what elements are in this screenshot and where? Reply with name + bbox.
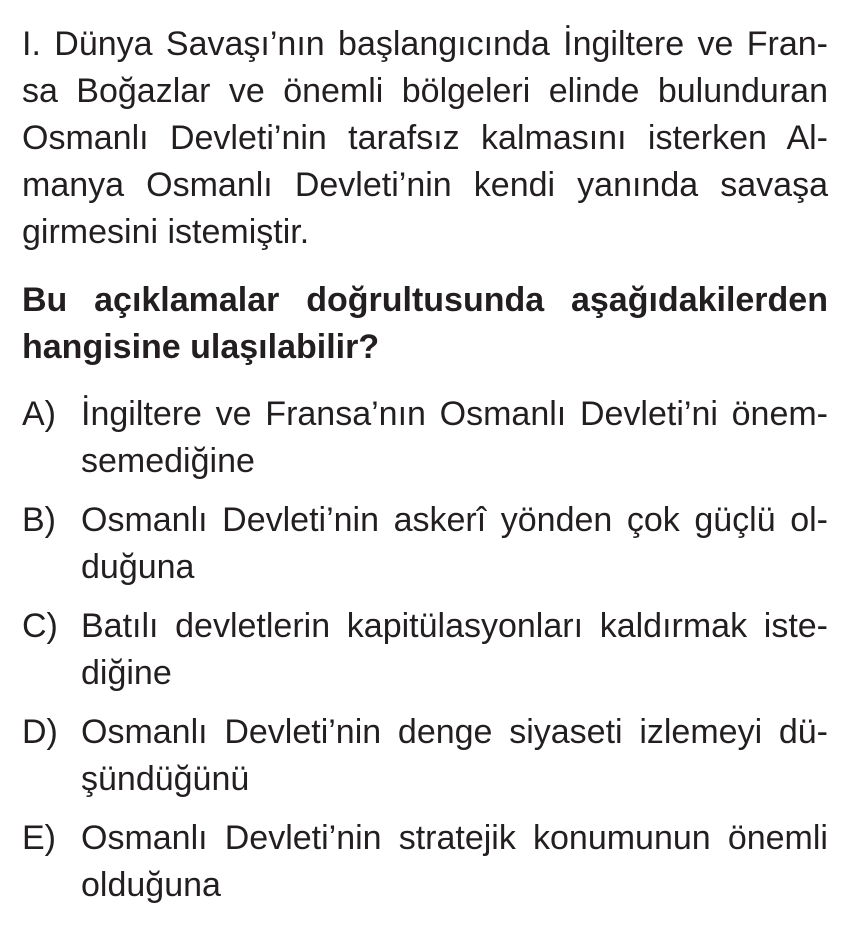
- option-line: Osmanlı Devleti’nin denge siyaseti izlemeyi dü-: [81, 713, 828, 751]
- option-line: İngiltere ve Fransa’nın Osmanlı Devleti’ni önem-: [81, 395, 828, 433]
- option-d[interactable]: [22, 709, 828, 803]
- stem-line: Osmanlı Devleti’nin tarafsız kalmasını isterken Al-: [22, 119, 828, 157]
- option-line: semediğine: [81, 442, 255, 480]
- option-text: [81, 391, 828, 485]
- option-line: Osmanlı Devleti’nin askerî yönden çok güçlü ol-: [81, 501, 828, 539]
- option-c[interactable]: [22, 603, 828, 697]
- option-line: olduğuna: [81, 866, 221, 904]
- stem-line: I. Dünya Savaşı’nın başlangıcında İngiltere ve Fran-: [22, 25, 828, 63]
- option-e[interactable]: [22, 815, 828, 909]
- option-line: şündüğünü: [81, 760, 250, 798]
- question-prompt: [22, 277, 828, 371]
- option-line: Osmanlı Devleti’nin stratejik konumunun önemli: [81, 819, 828, 857]
- question-line: hangisine ulaşılabilir?: [22, 328, 380, 366]
- option-b[interactable]: [22, 497, 828, 591]
- stem-line: sa Boğazlar ve önemli bölgeleri elinde bulunduran: [22, 72, 828, 110]
- option-line: Batılı devletlerin kapitülasyonları kaldırmak iste-: [81, 607, 828, 645]
- question-page: [22, 21, 828, 921]
- option-text: [81, 709, 828, 803]
- option-text: [81, 497, 828, 591]
- question-stem: [22, 21, 828, 256]
- option-letter: D): [22, 713, 58, 751]
- option-letter: E): [22, 819, 56, 857]
- option-letter: B): [22, 501, 56, 539]
- option-text: [81, 603, 828, 697]
- question-line: Bu açıklamalar doğrultusunda aşağıdakilerden: [22, 281, 828, 319]
- stem-line: manya Osmanlı Devleti’nin kendi yanında savaşa: [22, 166, 828, 204]
- stem-line: girmesini istemiştir.: [22, 213, 310, 251]
- option-text: [81, 815, 828, 909]
- option-a[interactable]: [22, 391, 828, 485]
- option-letter: C): [22, 607, 58, 645]
- option-line: diğine: [81, 654, 172, 692]
- option-line: duğuna: [81, 548, 195, 586]
- option-letter: A): [22, 395, 56, 433]
